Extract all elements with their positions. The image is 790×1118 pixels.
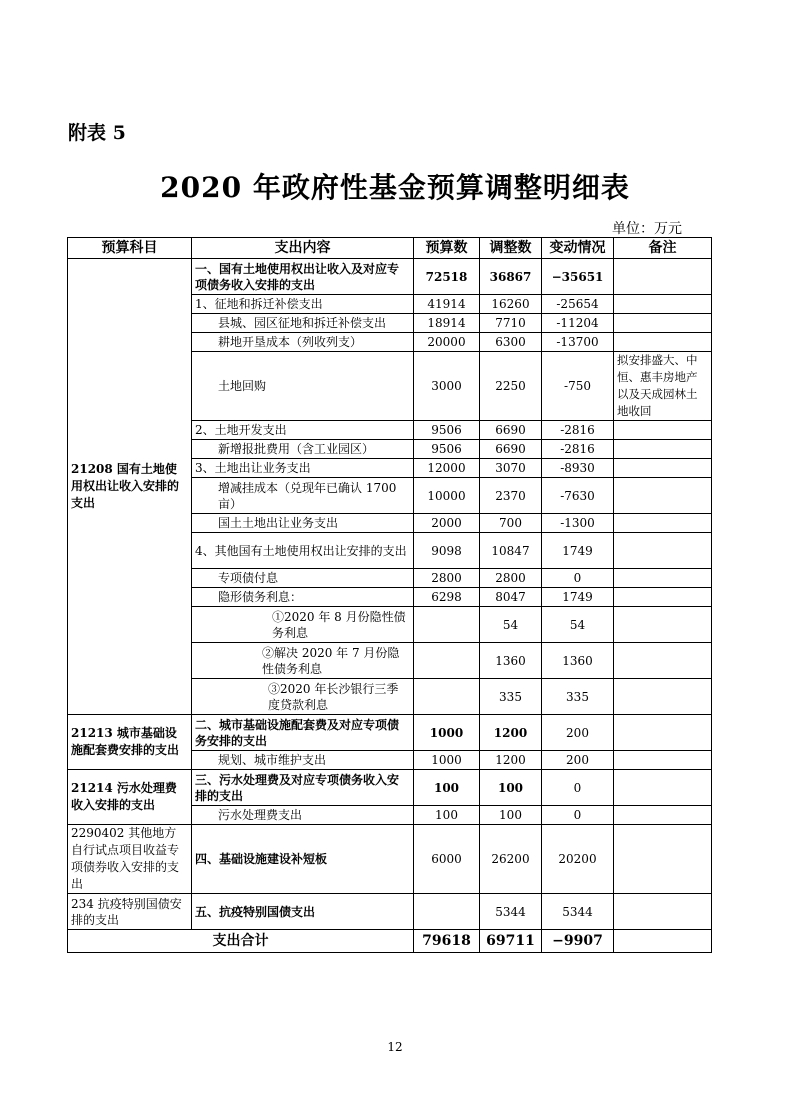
row-content: 1、征地和拆迁补偿支出 [192,295,414,314]
row-budget: 18914 [414,314,480,333]
total-change: −9907 [542,930,614,953]
row-adjusted: 335 [480,679,542,715]
subject-21213: 21213 城市基础设施配套费安排的支出 [68,715,192,770]
total-adjusted: 69711 [480,930,542,953]
row-change: 0 [542,806,614,825]
header-budget: 预算数 [414,238,480,259]
row-adjusted: 3070 [480,459,542,478]
table-row [68,825,712,894]
header-change: 变动情况 [542,238,614,259]
row-note [614,679,712,715]
row-content: ②解决 2020 年 7 月份隐性债务利息 [192,643,414,679]
row-change: 5344 [542,894,614,930]
row-content: 新增报批费用（含工业园区） [192,440,414,459]
row-adjusted: 100 [480,806,542,825]
row-change: -13700 [542,333,614,352]
row-content: 耕地开垦成本（列收列支） [192,333,414,352]
row-budget: 3000 [414,352,480,421]
row-budget: 1000 [414,715,480,751]
row-budget: 10000 [414,478,480,514]
row-budget: 6000 [414,825,480,894]
appendix-label: 附表 5 [68,122,126,144]
row-adjusted: 54 [480,607,542,643]
row-note [614,588,712,607]
row-adjusted: 26200 [480,825,542,894]
row-content: 土地回购 [192,352,414,421]
total-note [614,930,712,953]
row-budget: 1000 [414,751,480,770]
row-change: -8930 [542,459,614,478]
unit-label: 单位：万元 [612,221,682,237]
row-change: −35651 [542,259,614,295]
row-adjusted: 10847 [480,533,542,569]
row-note [614,569,712,588]
row-change: 0 [542,569,614,588]
row-note [614,459,712,478]
row-note [614,533,712,569]
row-content: 二、城市基础设施配套费及对应专项债务安排的支出 [192,715,414,751]
table-row [68,894,712,930]
row-adjusted: 36867 [480,259,542,295]
row-content: 三、污水处理费及对应专项债务收入安排的支出 [192,770,414,806]
row-adjusted: 5344 [480,894,542,930]
row-change: 0 [542,770,614,806]
row-content: ③2020 年长沙银行三季度贷款利息 [192,679,414,715]
row-change: -11204 [542,314,614,333]
row-content: 增减挂成本（兑现年已确认 1700 亩） [192,478,414,514]
header-adjusted: 调整数 [480,238,542,259]
row-change: 54 [542,607,614,643]
row-change: 1360 [542,643,614,679]
subject-2290402: 2290402 其他地方自行试点项目收益专项债券收入安排的支出 [68,825,192,894]
row-budget: 100 [414,806,480,825]
row-content: 四、基础设施建设补短板 [192,825,414,894]
row-note [614,421,712,440]
row-content: 3、土地出让业务支出 [192,459,414,478]
row-change: 1749 [542,588,614,607]
row-budget [414,643,480,679]
row-content: 2、土地开发支出 [192,421,414,440]
row-adjusted: 1360 [480,643,542,679]
row-adjusted: 2800 [480,569,542,588]
row-adjusted: 6690 [480,421,542,440]
row-adjusted: 8047 [480,588,542,607]
row-change: 200 [542,715,614,751]
row-budget: 2000 [414,514,480,533]
row-content: 国土土地出让业务支出 [192,514,414,533]
row-note [614,643,712,679]
total-label: 支出合计 [68,930,414,953]
row-note [614,314,712,333]
row-change: 200 [542,751,614,770]
row-budget: 9506 [414,440,480,459]
header-subject: 预算科目 [68,238,192,259]
row-budget: 9098 [414,533,480,569]
row-content: 4、其他国有土地使用权出让安排的支出 [192,533,414,569]
row-note [614,715,712,751]
row-budget [414,894,480,930]
row-change: 20200 [542,825,614,894]
row-change: -2816 [542,440,614,459]
row-note [614,806,712,825]
table-header [68,238,712,259]
row-adjusted: 700 [480,514,542,533]
row-change: -2816 [542,421,614,440]
header-content: 支出内容 [192,238,414,259]
table-row [68,770,712,806]
row-note [614,440,712,459]
row-adjusted: 1200 [480,715,542,751]
row-adjusted: 6300 [480,333,542,352]
row-budget [414,607,480,643]
row-note [614,514,712,533]
row-adjusted: 6690 [480,440,542,459]
page-number: 12 [387,1040,403,1054]
total-row [68,930,712,953]
row-budget: 20000 [414,333,480,352]
page-title: 2020 年政府性基金预算调整明细表 [160,171,630,204]
subject-234: 234 抗疫特别国债安排的支出 [68,894,192,930]
budget-table [67,237,712,953]
table-row [68,259,712,295]
row-change: -1300 [542,514,614,533]
subject-21208: 21208 国有土地使用权出让收入安排的支出 [68,259,192,715]
row-note [614,770,712,806]
row-adjusted: 16260 [480,295,542,314]
row-change: 335 [542,679,614,715]
row-change: 1749 [542,533,614,569]
row-budget: 6298 [414,588,480,607]
row-content: 规划、城市维护支出 [192,751,414,770]
total-budget: 79618 [414,930,480,953]
row-note [614,894,712,930]
row-note: 拟安排盛大、中恒、惠丰房地产以及天成园林土地收回 [614,352,712,421]
row-change: -750 [542,352,614,421]
row-budget: 9506 [414,421,480,440]
row-budget: 100 [414,770,480,806]
header-note: 备注 [614,238,712,259]
row-budget: 41914 [414,295,480,314]
row-adjusted: 2370 [480,478,542,514]
row-content: 县城、园区征地和拆迁补偿支出 [192,314,414,333]
row-note [614,607,712,643]
row-adjusted: 2250 [480,352,542,421]
row-content: ①2020 年 8 月份隐性债务利息 [192,607,414,643]
row-content: 一、国有土地使用权出让收入及对应专项债务收入安排的支出 [192,259,414,295]
row-note [614,751,712,770]
row-content: 五、抗疫特别国债支出 [192,894,414,930]
row-adjusted: 100 [480,770,542,806]
row-note [614,333,712,352]
row-content: 隐形债务利息： [192,588,414,607]
table-row [68,715,712,751]
row-budget [414,679,480,715]
row-adjusted: 1200 [480,751,542,770]
row-budget: 72518 [414,259,480,295]
row-note [614,478,712,514]
row-change: -25654 [542,295,614,314]
row-note [614,825,712,894]
row-note [614,295,712,314]
row-content: 污水处理费支出 [192,806,414,825]
row-content: 专项债付息 [192,569,414,588]
row-budget: 12000 [414,459,480,478]
row-change: -7630 [542,478,614,514]
row-note [614,259,712,295]
row-budget: 2800 [414,569,480,588]
subject-21214: 21214 污水处理费收入安排的支出 [68,770,192,825]
row-adjusted: 7710 [480,314,542,333]
